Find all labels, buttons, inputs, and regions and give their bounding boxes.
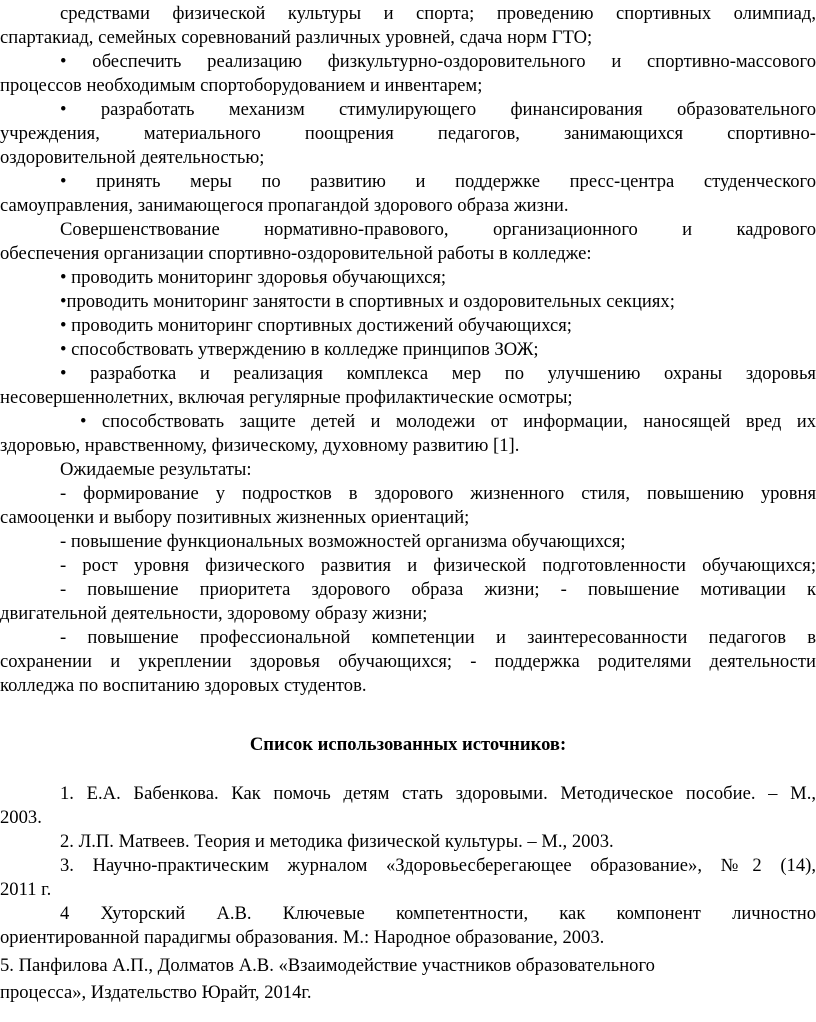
dash-item: - повышение профессиональной компетенции и заинтересованности педагогов в xyxy=(60,627,816,648)
bullet-item: • обеспечить реализацию физкультурно-оздоровительного и спортивно-массового xyxy=(60,51,816,72)
reference-item-continued: 2011 г. xyxy=(0,879,52,900)
body-line: двигательной деятельности, здоровому образу жизни; xyxy=(0,603,428,624)
dash-item: - формирование у подростков в здорового жизненного стиля, повышению уровня xyxy=(60,483,816,504)
reference-item: 1. Е.А. Бабенкова. Как помочь детям стать здоровыми. Методическое пособие. – М., xyxy=(60,783,816,804)
body-line: учреждения, материального поощрения педагогов, занимающихся спортивно- xyxy=(0,123,816,144)
paragraph-start: Совершенствование нормативно-правового, организационного и кадрового xyxy=(60,219,816,240)
bullet-item: •проводить мониторинг занятости в спортивных и оздоровительных секциях; xyxy=(60,291,675,312)
bullet-item: • способствовать защите детей и молодежи от информации, наносящей вред их xyxy=(80,411,816,432)
reference-item: 2. Л.П. Матвеев. Теория и методика физической культуры. – М., 2003. xyxy=(60,831,614,852)
paragraph-start: Ожидаемые результаты: xyxy=(60,459,252,480)
dash-item: - рост уровня физического развития и физической подготовленности обучающихся; xyxy=(60,555,816,576)
bullet-item: • проводить мониторинг спортивных достижений обучающихся; xyxy=(60,315,572,336)
body-line: спартакиад, семейных соревнований различных уровней, сдача норм ГТО; xyxy=(0,27,593,48)
body-line: самоуправления, занимающегося пропагандой здорового образа жизни. xyxy=(0,195,569,216)
reference-item: 3. Научно-практическим журналом «Здоровьесберегающее образование», №2 (14), xyxy=(60,855,816,876)
body-line: несовершеннолетних, включая регулярные профилактические осмотры; xyxy=(0,387,573,408)
body-line: сохранении и укреплении здоровья обучающихся; - поддержка родителями деятельности xyxy=(0,651,816,672)
body-line: здоровью, нравственному, физическому, духовному развитию [1]. xyxy=(0,435,520,456)
dash-item: - повышение функциональных возможностей организма обучающихся; xyxy=(60,531,626,552)
bullet-item: • способствовать утверждению в колледже принципов ЗОЖ; xyxy=(60,339,539,360)
bullet-item: • проводить мониторинг здоровья обучающихся; xyxy=(60,267,447,288)
body-line: средствами физической культуры и спорта; проведению спортивных олимпиад, xyxy=(60,3,816,24)
dash-item: - повышение приоритета здорового образа жизни; - повышение мотивации к xyxy=(60,579,816,600)
reference-item: 5. Панфилова А.П., Долматов А.В. «Взаимодействие участников образовательного xyxy=(0,955,655,976)
body-line: колледжа по воспитанию здоровых студентов. xyxy=(0,675,367,696)
reference-item-continued: ориентированной парадигмы образования. М.: Народное образование, 2003. xyxy=(0,927,605,948)
body-line: оздоровительной деятельностью; xyxy=(0,147,265,168)
body-line: процессов необходимым спортоборудованием и инвентарем; xyxy=(0,75,483,96)
bullet-item: • принять меры по развитию и поддержке пресс-центра студенческого xyxy=(60,171,816,192)
bullet-item: • разработать механизм стимулирующего финансирования образовательного xyxy=(60,99,816,120)
reference-item: 4 Хуторский А.В. Ключевые компетентности, как компонент личностно xyxy=(60,903,816,924)
references-heading: Список использованных источников: xyxy=(249,734,567,755)
bullet-item: • разработка и реализация комплекса мер по улучшению охраны здоровья xyxy=(60,363,816,384)
reference-item-continued: процесса», Издательство Юрайт, 2014г. xyxy=(0,982,312,1003)
reference-item-continued: 2003. xyxy=(0,807,42,828)
body-line: самооценки и выбору позитивных жизненных ориентаций; xyxy=(0,507,470,528)
body-line: обеспечения организации спортивно-оздоровительной работы в колледже: xyxy=(0,243,592,264)
